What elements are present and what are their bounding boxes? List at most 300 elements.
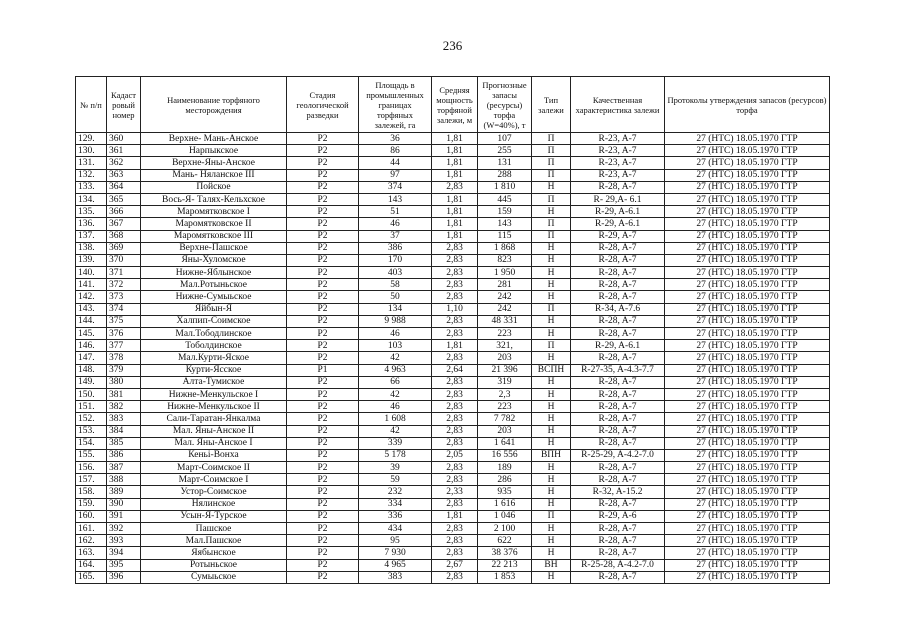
- row-number: 131.: [76, 157, 107, 169]
- stage: Р2: [287, 291, 359, 303]
- deposit-type: Н: [532, 486, 571, 498]
- deposit-type: Н: [532, 279, 571, 291]
- stage: Р2: [287, 376, 359, 388]
- cadastral-number: 388: [107, 474, 141, 486]
- quality: R-28, A-7: [571, 535, 665, 547]
- reserves: 223: [478, 401, 532, 413]
- table-row: [76, 254, 830, 266]
- quality: R-29, A-7: [571, 230, 665, 242]
- row-number: 135.: [76, 206, 107, 218]
- quality: R-29, A-6.1: [571, 218, 665, 230]
- table-row: [76, 474, 830, 486]
- area: 4 963: [359, 364, 432, 376]
- reserves: 203: [478, 352, 532, 364]
- deposit-type: Н: [532, 425, 571, 437]
- header-area: Площадь в промышленных границах торфяных залежей, га: [359, 77, 432, 133]
- quality: R-28, A-7: [571, 242, 665, 254]
- thickness: 2,83: [432, 523, 478, 535]
- row-number: 132.: [76, 169, 107, 181]
- protocol: 27 (НТС) 18.05.1970 ГТР: [665, 449, 830, 461]
- row-number: 147.: [76, 352, 107, 364]
- table-row: [76, 571, 830, 583]
- quality: R-28, A-7: [571, 291, 665, 303]
- reserves: 445: [478, 193, 532, 205]
- deposit-name: Верхне- Мань-Анское: [141, 133, 287, 145]
- quality: R-28, A-7: [571, 437, 665, 449]
- stage: Р2: [287, 328, 359, 340]
- header-type: Тип залежи: [532, 77, 571, 133]
- row-number: 145.: [76, 328, 107, 340]
- deposit-name: Верхне-Пашское: [141, 242, 287, 254]
- quality: R-32, A-15.2: [571, 486, 665, 498]
- reserves: 1 810: [478, 181, 532, 193]
- thickness: 2,83: [432, 315, 478, 327]
- table-row: [76, 328, 830, 340]
- area: 86: [359, 145, 432, 157]
- thickness: 1,81: [432, 169, 478, 181]
- stage: Р1: [287, 364, 359, 376]
- deposit-name: Нижне-Яблынское: [141, 267, 287, 279]
- protocol: 27 (НТС) 18.05.1970 ГТР: [665, 303, 830, 315]
- row-number: 163.: [76, 547, 107, 559]
- quality: R-28, A-7: [571, 328, 665, 340]
- deposit-type: Н: [532, 401, 571, 413]
- protocol: 27 (НТС) 18.05.1970 ГТР: [665, 547, 830, 559]
- row-number: 144.: [76, 315, 107, 327]
- table-row: [76, 206, 830, 218]
- thickness: 2,83: [432, 279, 478, 291]
- quality: R-28, A-7: [571, 401, 665, 413]
- quality: R-28, A-7: [571, 571, 665, 583]
- protocol: 27 (НТС) 18.05.1970 ГТР: [665, 206, 830, 218]
- cadastral-number: 394: [107, 547, 141, 559]
- thickness: 2,83: [432, 328, 478, 340]
- table-row: [76, 559, 830, 571]
- cadastral-number: 373: [107, 291, 141, 303]
- reserves: 286: [478, 474, 532, 486]
- thickness: 2,83: [432, 267, 478, 279]
- deposit-type: Н: [532, 242, 571, 254]
- reserves: 159: [478, 206, 532, 218]
- quality: R-23, A-7: [571, 157, 665, 169]
- cadastral-number: 383: [107, 413, 141, 425]
- header-number: № п/п: [76, 77, 107, 133]
- protocol: 27 (НТС) 18.05.1970 ГТР: [665, 523, 830, 535]
- stage: Р2: [287, 242, 359, 254]
- protocol: 27 (НТС) 18.05.1970 ГТР: [665, 376, 830, 388]
- quality: R-23, A-7: [571, 133, 665, 145]
- area: 383: [359, 571, 432, 583]
- area: 4 965: [359, 559, 432, 571]
- deposit-name: Нижне-Менкульское I: [141, 388, 287, 400]
- deposit-type: П: [532, 230, 571, 242]
- area: 334: [359, 498, 432, 510]
- quality: R-27-35, A-4.3-7.7: [571, 364, 665, 376]
- reserves: 115: [478, 230, 532, 242]
- cadastral-number: 362: [107, 157, 141, 169]
- cadastral-number: 369: [107, 242, 141, 254]
- deposit-name: Сали-Таратан-Янкалма: [141, 413, 287, 425]
- header-stage: Стадия геологической разведки: [287, 77, 359, 133]
- deposit-name: Яйбын-Я: [141, 303, 287, 315]
- cadastral-number: 367: [107, 218, 141, 230]
- area: 434: [359, 523, 432, 535]
- cadastral-number: 396: [107, 571, 141, 583]
- deposit-name: Мал.Пашское: [141, 535, 287, 547]
- table-row: [76, 193, 830, 205]
- area: 37: [359, 230, 432, 242]
- deposit-type: Н: [532, 535, 571, 547]
- cadastral-number: 391: [107, 510, 141, 522]
- cadastral-number: 368: [107, 230, 141, 242]
- deposit-type: П: [532, 157, 571, 169]
- thickness: 2,67: [432, 559, 478, 571]
- table-row: [76, 340, 830, 352]
- area: 5 178: [359, 449, 432, 461]
- stage: Р2: [287, 254, 359, 266]
- reserves: 255: [478, 145, 532, 157]
- stage: Р2: [287, 340, 359, 352]
- thickness: 2,83: [432, 291, 478, 303]
- deposit-name: Нялинское: [141, 498, 287, 510]
- deposit-name: Мал. Яны-Анское II: [141, 425, 287, 437]
- quality: R-28, A-7: [571, 498, 665, 510]
- thickness: 2,05: [432, 449, 478, 461]
- deposit-name: Халпип-Соимское: [141, 315, 287, 327]
- row-number: 136.: [76, 218, 107, 230]
- deposit-type: Н: [532, 315, 571, 327]
- area: 403: [359, 267, 432, 279]
- table-body: [76, 133, 830, 584]
- protocol: 27 (НТС) 18.05.1970 ГТР: [665, 388, 830, 400]
- reserves: 48 331: [478, 315, 532, 327]
- deposit-type: Н: [532, 206, 571, 218]
- stage: Р2: [287, 535, 359, 547]
- reserves: 2 100: [478, 523, 532, 535]
- table-row: [76, 388, 830, 400]
- deposit-name: Пашское: [141, 523, 287, 535]
- row-number: 150.: [76, 388, 107, 400]
- thickness: 1,81: [432, 145, 478, 157]
- table-row: [76, 510, 830, 522]
- deposit-type: Н: [532, 254, 571, 266]
- area: 42: [359, 388, 432, 400]
- protocol: 27 (НТС) 18.05.1970 ГТР: [665, 364, 830, 376]
- row-number: 148.: [76, 364, 107, 376]
- row-number: 143.: [76, 303, 107, 315]
- reserves: 242: [478, 303, 532, 315]
- area: 44: [359, 157, 432, 169]
- row-number: 152.: [76, 413, 107, 425]
- deposit-name: Яны-Хуломское: [141, 254, 287, 266]
- cadastral-number: 371: [107, 267, 141, 279]
- stage: Р2: [287, 303, 359, 315]
- stage: Р2: [287, 401, 359, 413]
- deposit-name: Курти-Ясское: [141, 364, 287, 376]
- reserves: 321,: [478, 340, 532, 352]
- thickness: 1,81: [432, 133, 478, 145]
- deposit-name: Нижне-Сумыьское: [141, 291, 287, 303]
- thickness: 2,83: [432, 462, 478, 474]
- row-number: 129.: [76, 133, 107, 145]
- reserves: 1 641: [478, 437, 532, 449]
- table-row: [76, 425, 830, 437]
- stage: Р2: [287, 510, 359, 522]
- protocol: 27 (НТС) 18.05.1970 ГТР: [665, 169, 830, 181]
- area: 66: [359, 376, 432, 388]
- thickness: 2,83: [432, 254, 478, 266]
- deposit-name: Усын-Я-Турское: [141, 510, 287, 522]
- area: 103: [359, 340, 432, 352]
- quality: R-28, A-7: [571, 254, 665, 266]
- stage: Р2: [287, 133, 359, 145]
- protocol: 27 (НТС) 18.05.1970 ГТР: [665, 498, 830, 510]
- thickness: 1,81: [432, 157, 478, 169]
- row-number: 156.: [76, 462, 107, 474]
- quality: R-29, A-6.1: [571, 206, 665, 218]
- table-row: [76, 449, 830, 461]
- quality: R-28, A-7: [571, 523, 665, 535]
- deposit-type: П: [532, 193, 571, 205]
- deposit-type: Н: [532, 571, 571, 583]
- row-number: 164.: [76, 559, 107, 571]
- cadastral-number: 377: [107, 340, 141, 352]
- deposit-name: Верхне-Яны-Анское: [141, 157, 287, 169]
- stage: Р2: [287, 218, 359, 230]
- area: 7 930: [359, 547, 432, 559]
- area: 42: [359, 352, 432, 364]
- protocol: 27 (НТС) 18.05.1970 ГТР: [665, 571, 830, 583]
- quality: R-28, A-7: [571, 413, 665, 425]
- quality: R-23, A-7: [571, 145, 665, 157]
- stage: Р2: [287, 193, 359, 205]
- stage: Р2: [287, 145, 359, 157]
- protocol: 27 (НТС) 18.05.1970 ГТР: [665, 486, 830, 498]
- protocol: 27 (НТС) 18.05.1970 ГТР: [665, 413, 830, 425]
- protocol: 27 (НТС) 18.05.1970 ГТР: [665, 315, 830, 327]
- deposit-name: Мань- Няланское III: [141, 169, 287, 181]
- stage: Р2: [287, 206, 359, 218]
- stage: Р2: [287, 388, 359, 400]
- deposit-type: ВСПН: [532, 364, 571, 376]
- reserves: 319: [478, 376, 532, 388]
- reserves: 242: [478, 291, 532, 303]
- deposit-name: Мал.Ротыньское: [141, 279, 287, 291]
- deposit-type: Н: [532, 462, 571, 474]
- deposit-name: Пойское: [141, 181, 287, 193]
- cadastral-number: 384: [107, 425, 141, 437]
- table-row: [76, 291, 830, 303]
- cadastral-number: 381: [107, 388, 141, 400]
- deposit-name: Вось-Я- Талях-Кельхское: [141, 193, 287, 205]
- table-row: [76, 157, 830, 169]
- quality: R-28, A-7: [571, 267, 665, 279]
- deposit-type: Н: [532, 523, 571, 535]
- table-row: [76, 303, 830, 315]
- area: 39: [359, 462, 432, 474]
- protocol: 27 (НТС) 18.05.1970 ГТР: [665, 145, 830, 157]
- reserves: 2,3: [478, 388, 532, 400]
- row-number: 149.: [76, 376, 107, 388]
- deposit-name: Сумыьское: [141, 571, 287, 583]
- row-number: 153.: [76, 425, 107, 437]
- deposit-type: ВПН: [532, 449, 571, 461]
- deposit-type: Н: [532, 328, 571, 340]
- protocol: 27 (НТС) 18.05.1970 ГТР: [665, 242, 830, 254]
- row-number: 139.: [76, 254, 107, 266]
- reserves: 1 853: [478, 571, 532, 583]
- cadastral-number: 380: [107, 376, 141, 388]
- protocol: 27 (НТС) 18.05.1970 ГТР: [665, 510, 830, 522]
- table-row: [76, 242, 830, 254]
- thickness: 2,83: [432, 571, 478, 583]
- row-number: 133.: [76, 181, 107, 193]
- deposit-type: П: [532, 340, 571, 352]
- reserves: 16 556: [478, 449, 532, 461]
- stage: Р2: [287, 462, 359, 474]
- quality: R-25-28, A-4.2-7.0: [571, 559, 665, 571]
- table-row: [76, 413, 830, 425]
- area: 386: [359, 242, 432, 254]
- row-number: 142.: [76, 291, 107, 303]
- deposit-type: П: [532, 145, 571, 157]
- deposit-type: П: [532, 169, 571, 181]
- deposit-name: Ротыньское: [141, 559, 287, 571]
- table-row: [76, 437, 830, 449]
- thickness: 2,83: [432, 401, 478, 413]
- protocol: 27 (НТС) 18.05.1970 ГТР: [665, 181, 830, 193]
- protocol: 27 (НТС) 18.05.1970 ГТР: [665, 254, 830, 266]
- cadastral-number: 390: [107, 498, 141, 510]
- thickness: 2,83: [432, 498, 478, 510]
- cadastral-number: 375: [107, 315, 141, 327]
- reserves: 143: [478, 218, 532, 230]
- area: 97: [359, 169, 432, 181]
- deposit-name: Кеньі-Вонха: [141, 449, 287, 461]
- quality: R-28, A-7: [571, 425, 665, 437]
- quality: R-28, A-7: [571, 388, 665, 400]
- deposit-name: Март-Соимское I: [141, 474, 287, 486]
- protocol: 27 (НТС) 18.05.1970 ГТР: [665, 401, 830, 413]
- area: 51: [359, 206, 432, 218]
- table-row: [76, 486, 830, 498]
- deposit-type: Н: [532, 291, 571, 303]
- area: 46: [359, 328, 432, 340]
- reserves: 288: [478, 169, 532, 181]
- table-row: [76, 218, 830, 230]
- thickness: 2,83: [432, 547, 478, 559]
- quality: R-23, A-7: [571, 169, 665, 181]
- stage: Р2: [287, 352, 359, 364]
- quality: R-28, A-7: [571, 352, 665, 364]
- stage: Р2: [287, 449, 359, 461]
- thickness: 2,83: [432, 376, 478, 388]
- reserves: 1 950: [478, 267, 532, 279]
- area: 336: [359, 510, 432, 522]
- area: 95: [359, 535, 432, 547]
- cadastral-number: 387: [107, 462, 141, 474]
- deposit-name: Март-Соимское II: [141, 462, 287, 474]
- thickness: 1,81: [432, 206, 478, 218]
- row-number: 151.: [76, 401, 107, 413]
- stage: Р2: [287, 279, 359, 291]
- protocol: 27 (НТС) 18.05.1970 ГТР: [665, 474, 830, 486]
- row-number: 140.: [76, 267, 107, 279]
- deposit-type: Н: [532, 547, 571, 559]
- cadastral-number: 360: [107, 133, 141, 145]
- stage: Р2: [287, 523, 359, 535]
- area: 42: [359, 425, 432, 437]
- stage: Р2: [287, 547, 359, 559]
- protocol: 27 (НТС) 18.05.1970 ГТР: [665, 425, 830, 437]
- area: 339: [359, 437, 432, 449]
- cadastral-number: 363: [107, 169, 141, 181]
- table-row: [76, 230, 830, 242]
- table-row: [76, 181, 830, 193]
- thickness: 1,81: [432, 193, 478, 205]
- stage: Р2: [287, 413, 359, 425]
- thickness: 2,83: [432, 388, 478, 400]
- reserves: 1 616: [478, 498, 532, 510]
- protocol: 27 (НТС) 18.05.1970 ГТР: [665, 352, 830, 364]
- peat-deposits-table: [75, 76, 830, 584]
- row-number: 157.: [76, 474, 107, 486]
- area: 9 988: [359, 315, 432, 327]
- cadastral-number: 374: [107, 303, 141, 315]
- cadastral-number: 364: [107, 181, 141, 193]
- area: 170: [359, 254, 432, 266]
- quality: R-29, A-6: [571, 510, 665, 522]
- deposit-type: П: [532, 510, 571, 522]
- cadastral-number: 386: [107, 449, 141, 461]
- deposit-name: Нижне-Менкульское II: [141, 401, 287, 413]
- area: 58: [359, 279, 432, 291]
- deposit-type: П: [532, 303, 571, 315]
- reserves: 1 046: [478, 510, 532, 522]
- deposit-type: Н: [532, 474, 571, 486]
- header-row: [76, 77, 830, 133]
- thickness: 2,64: [432, 364, 478, 376]
- table-row: [76, 547, 830, 559]
- area: 46: [359, 218, 432, 230]
- deposit-type: П: [532, 218, 571, 230]
- table-row: [76, 376, 830, 388]
- cadastral-number: 385: [107, 437, 141, 449]
- thickness: 1,81: [432, 230, 478, 242]
- page-number: 236: [442, 38, 463, 53]
- area: 232: [359, 486, 432, 498]
- stage: Р2: [287, 157, 359, 169]
- header-quality: Качественная характеристика залежи: [571, 77, 665, 133]
- row-number: 165.: [76, 571, 107, 583]
- thickness: 2,83: [432, 242, 478, 254]
- table-row: [76, 535, 830, 547]
- deposit-type: Н: [532, 376, 571, 388]
- table-row: [76, 145, 830, 157]
- protocol: 27 (НТС) 18.05.1970 ГТР: [665, 340, 830, 352]
- quality: R-25-29, A-4.2-7.0: [571, 449, 665, 461]
- header-protocol: Протоколы утверждения запасов (ресурсов) торфа: [665, 77, 830, 133]
- cadastral-number: 393: [107, 535, 141, 547]
- header-name: Наименование торфяного месторождения: [141, 77, 287, 133]
- deposit-type: Н: [532, 181, 571, 193]
- table-row: [76, 279, 830, 291]
- table-row: [76, 401, 830, 413]
- table-row: [76, 523, 830, 535]
- reserves: 281: [478, 279, 532, 291]
- thickness: 2,33: [432, 486, 478, 498]
- header-reserves: Прогнозные запасы (ресурсы) торфа (W=40%), т: [478, 77, 532, 133]
